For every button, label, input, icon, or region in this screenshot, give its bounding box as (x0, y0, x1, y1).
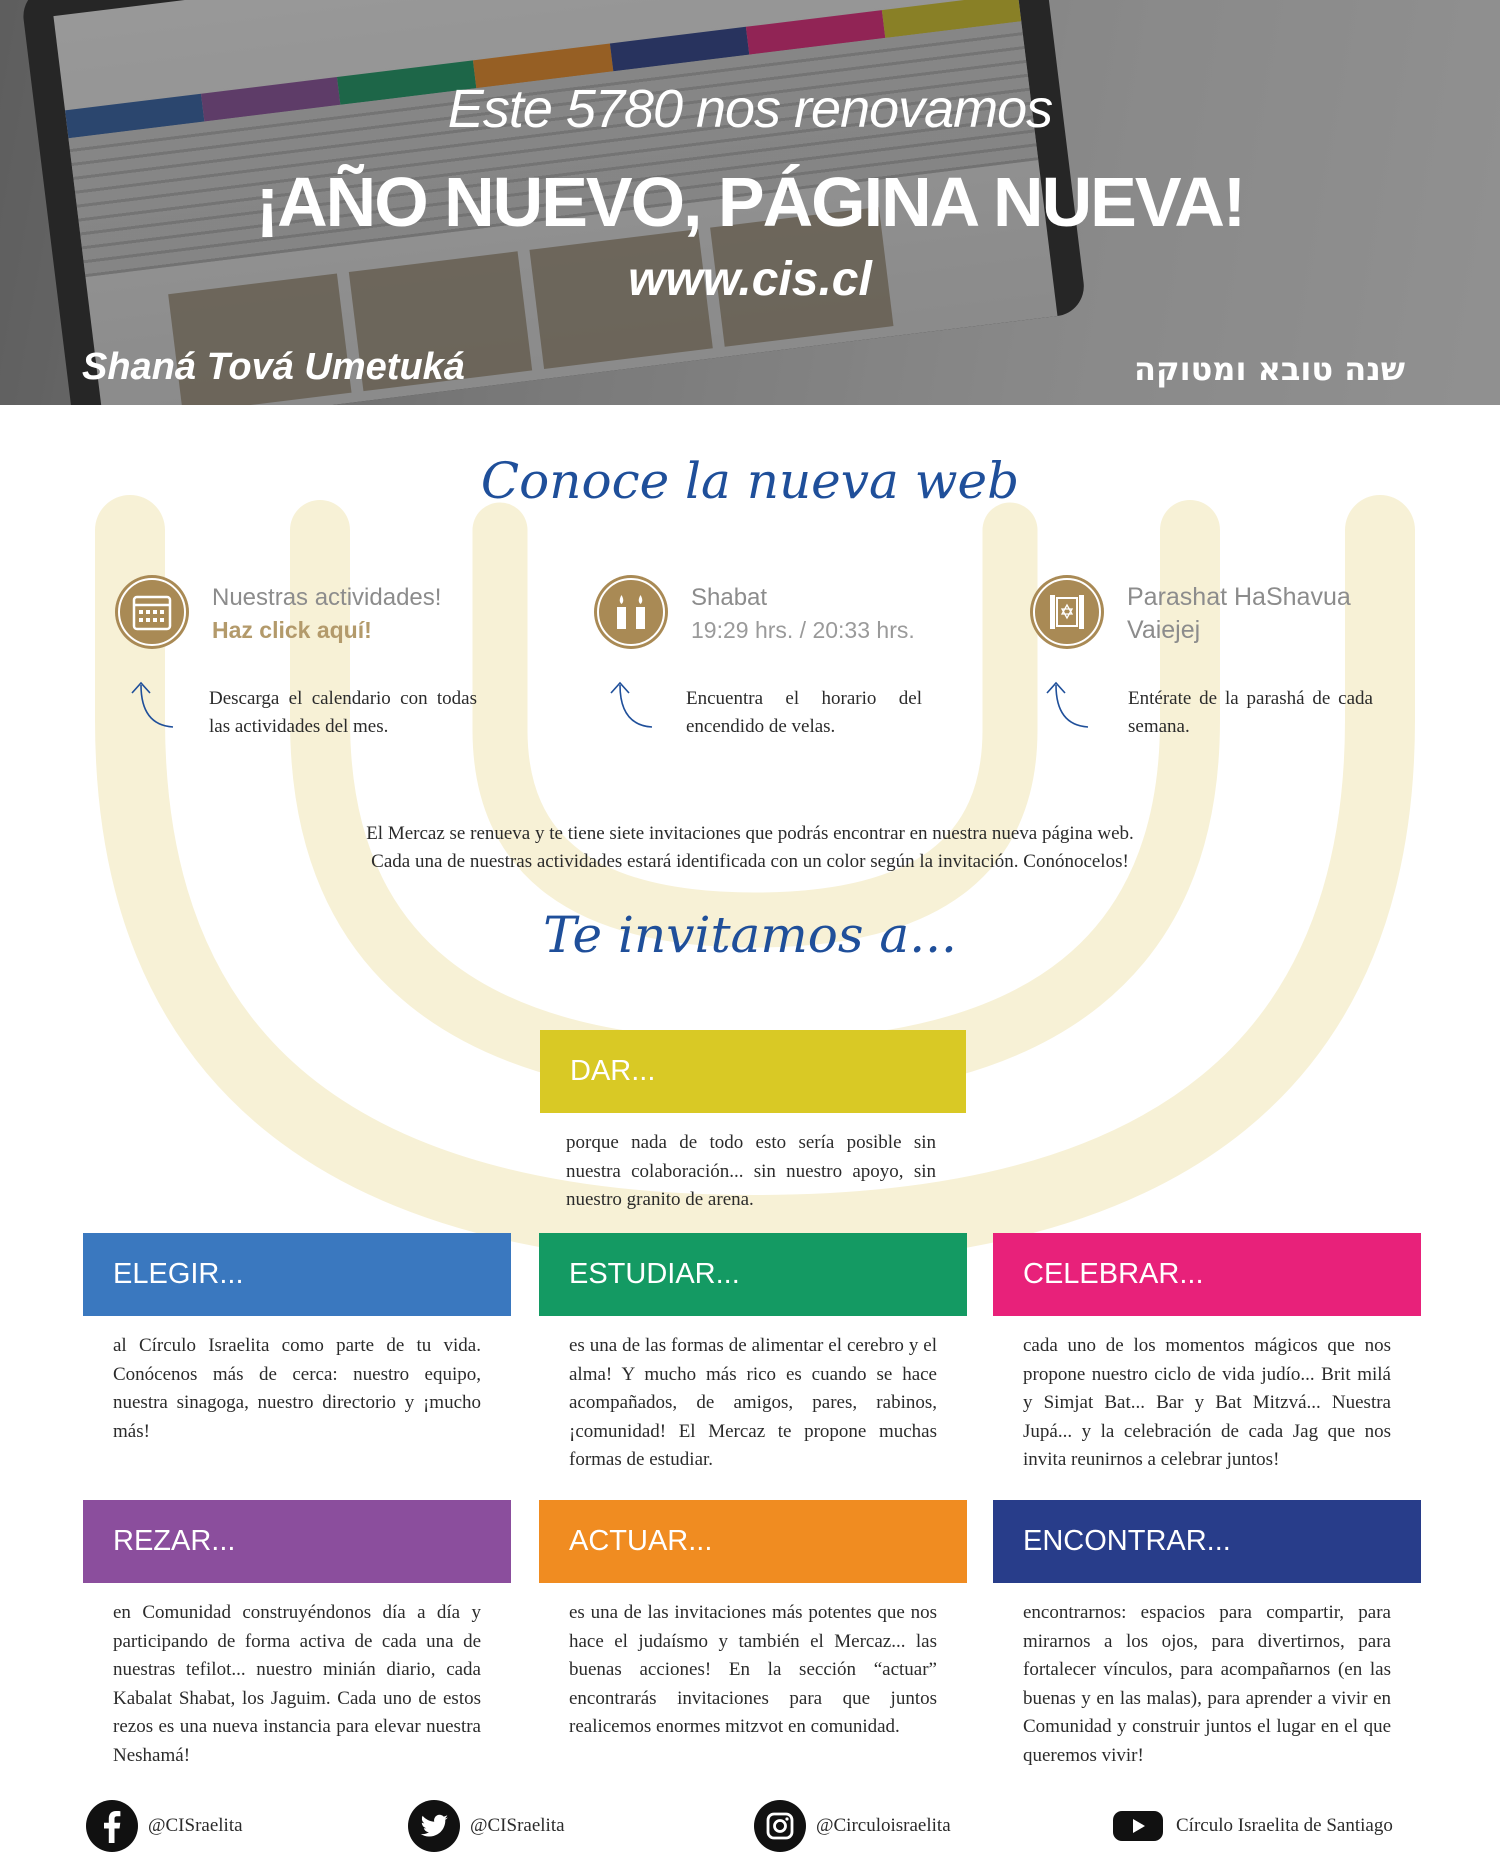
calendar-icon (115, 575, 189, 649)
feature-title: Nuestras actividades! (212, 584, 442, 611)
invitation-title: ESTUDIAR... (539, 1233, 967, 1316)
invitation-card-elegir[interactable] (83, 1233, 511, 1446)
website-url[interactable]: www.cis.cl (628, 253, 872, 306)
feature-description: Encuentra el horario del encendido de velas. (686, 688, 922, 737)
invitation-card-estudiar[interactable] (539, 1233, 967, 1475)
invitation-description: al Círculo Israelita como parte de tu vida. Conócenos más de cerca: nuestro equipo, nuestra sinagoga, nuestro directorio y ¡mucho más! (113, 1335, 481, 1442)
youtube-icon (1110, 1800, 1166, 1852)
invitation-description: porque nada de todo esto sería posible sin nuestra colaboración... sin nuestro apoyo, sin nuestro granito de arena. (566, 1132, 936, 1210)
hero-title: ¡AÑO NUEVO, PÁGINA NUEVA! (255, 163, 1245, 241)
social-handle: @CISraelita (148, 1815, 243, 1836)
social-facebook[interactable] (86, 1800, 243, 1852)
section-heading-web: Conoce la nueva web (480, 452, 1020, 510)
invitation-card-dar[interactable] (540, 1030, 966, 1215)
invitation-card-actuar[interactable] (539, 1500, 967, 1742)
social-handle: @Circuloisraelita (816, 1815, 951, 1836)
social-youtube[interactable] (1110, 1800, 1393, 1852)
invitation-title: DAR... (540, 1030, 966, 1113)
twitter-icon (408, 1800, 460, 1852)
invitation-title: CELEBRAR... (993, 1233, 1421, 1316)
invitation-description: es una de las invitaciones más potentes que nos hace el judaísmo y también el Mercaz... las buenas acciones! En la sección “actuar” encontrarás invitaciones para que juntos realicemos enormes mitzvot en comunidad. (569, 1602, 937, 1737)
feature-description: Descarga el calendario con todas las actividades del mes. (209, 688, 477, 737)
invitation-card-rezar[interactable] (83, 1500, 511, 1770)
parasha-name: Vaiejej (1127, 616, 1201, 644)
invitation-title: ACTUAR... (539, 1500, 967, 1583)
feature-title: Parashat HaShavua (1127, 583, 1351, 611)
hero-subtitle: Este 5780 nos renovamos (447, 79, 1053, 139)
invitation-description: en Comunidad construyéndonos día a día y participando de forma activa de cada una de nuestras tefilot... nuestro minián diario, cada Kabalat Shabat, los Jaguim. Cada uno de estos rezos es una nueva instancia para elevar nuestra Neshamá! (113, 1602, 481, 1766)
feature-description: Entérate de la parashá de cada semana. (1128, 688, 1373, 737)
invitation-title: ELEGIR... (83, 1233, 511, 1316)
curved-arrow-icon (606, 675, 656, 735)
invitation-description: encontrarnos: espacios para compartir, para mirarnos a los ojos, para divertirnos, para fortalecer vínculos, para acompañarnos (en las buenas y en las malas), para aprender a vivir en Comunidad y construir juntos el lugar en el que queremos vivir! (1023, 1602, 1391, 1766)
social-instagram[interactable] (754, 1800, 951, 1852)
invitation-title: REZAR... (83, 1500, 511, 1583)
intro-text: El Mercaz se renueva y te tiene siete invitaciones que podrás encontrar en nuestra nueva página web. Cada una de nuestras actividades estará identificada con un color según la invitación. Conónocelos! (366, 823, 1134, 872)
feature-title: Shabat (691, 584, 768, 611)
new-year-greeting: Shaná Tová Umetuká (82, 346, 465, 388)
candle-lighting-times: 19:29 hrs. / 20:33 hrs. (691, 617, 915, 643)
torah-scroll-icon (1030, 575, 1104, 649)
invitation-description: es una de las formas de alimentar el cerebro y el alma! Y mucho más rico es cuando se hace acompañados, de amigos, pares, rabinos, ¡comunidad! El Mercaz te propone muchas formas de estudiar. (569, 1335, 937, 1470)
invitation-description: cada uno de los momentos mágicos que nos propone nuestro ciclo de vida judío... Brit milá y Simjat Bat... Bar y Bat Mitzvá... Nuestra Jupá... y la celebración de cada Jag que nos invita reunirnos a celebrar juntos! (1023, 1335, 1391, 1470)
social-handle: @CISraelita (470, 1815, 565, 1836)
social-twitter[interactable] (408, 1800, 565, 1852)
curved-arrow-icon (1042, 675, 1092, 735)
invitation-title: ENCONTRAR... (993, 1500, 1421, 1583)
invitation-card-celebrar[interactable] (993, 1233, 1421, 1475)
facebook-icon (86, 1800, 138, 1852)
feature-link[interactable]: Haz click aquí! (212, 617, 372, 643)
candles-icon (594, 575, 668, 649)
curved-arrow-icon (127, 675, 177, 735)
channel-name: Círculo Israelita de Santiago (1176, 1815, 1393, 1836)
hebrew-greeting: שנה טובא ומטוקה (1134, 350, 1405, 388)
instagram-icon (754, 1800, 806, 1852)
section-heading-invite: Te invitamos a... (543, 906, 957, 964)
invitation-card-encontrar[interactable] (993, 1500, 1421, 1770)
hero-banner (0, 0, 1500, 405)
